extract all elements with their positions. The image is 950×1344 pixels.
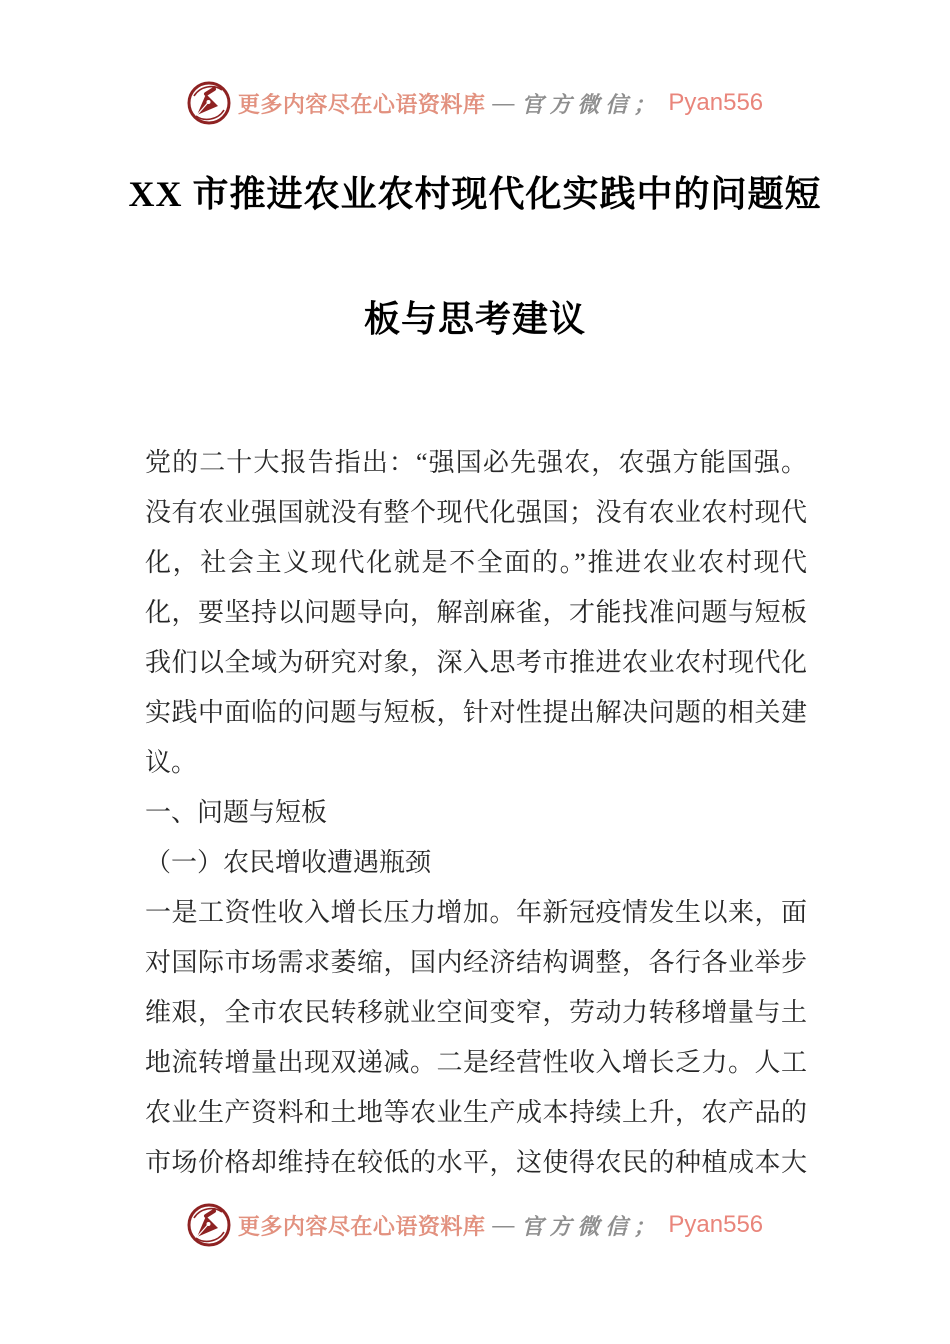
document-line: 没有农业强国就没有整个现代化强国；没有农业农村现代 [145, 498, 807, 527]
document-line: 地流转增量出现双递减。二是经营性收入增长乏力。人工 [145, 1048, 807, 1077]
wechat-label: 官方微信； [521, 91, 662, 117]
section-heading: 一、问题与短板 [145, 798, 328, 827]
document-line: 议。 [145, 748, 198, 777]
wechat-id: Pyan556 [668, 89, 764, 116]
document-title-line1: XX 市推进农业农村现代化实践中的问题短 [128, 174, 822, 214]
document-line: 党的二十大报告指出：“强国必先强农，农强方能国强。 [145, 448, 807, 477]
document-line: 化，社会主义现代化就是不全面的。”推进农业农村现代 [145, 548, 807, 577]
dash-separator: — [492, 1212, 515, 1237]
subsection-heading: （一）农民增收遭遇瓶颈 [145, 848, 432, 877]
brand-text: 更多内容尽在心语资料库 [237, 1213, 486, 1239]
document-line: 一是工资性收入增长压力增加。年新冠疫情发生以来，面 [145, 898, 807, 927]
document-line: 维艰，全市农民转移就业空间变窄，劳动力转移增量与土 [145, 998, 807, 1027]
document-line: 化，要坚持以问题导向，解剖麻雀，才能找准问题与短板 [145, 598, 807, 627]
brand-text: 更多内容尽在心语资料库 [237, 91, 486, 117]
wechat-id: Pyan556 [668, 1211, 764, 1238]
document-title-line2: 板与思考建议 [363, 299, 586, 339]
document-line: 市场价格却维持在较低的水平，这使得农民的种植成本大 [145, 1148, 807, 1177]
pen-nib-logo-icon [187, 1203, 231, 1247]
document-body [145, 438, 807, 1188]
document-line: 我们以全域为研究对象，深入思考市推进农业农村现代化 [145, 648, 807, 677]
document-line: 农业生产资料和土地等农业生产成本持续上升，农产品的 [145, 1098, 807, 1127]
pen-nib-logo-icon [187, 81, 231, 125]
document-line: 对国际市场需求萎缩，国内经济结构调整，各行各业举步 [145, 948, 807, 977]
document-line: 实践中面临的问题与短板，针对性提出解决问题的相关建 [145, 698, 807, 727]
dash-separator: — [492, 90, 515, 115]
header-watermark [0, 78, 950, 128]
footer-watermark [0, 1200, 950, 1250]
wechat-label: 官方微信； [521, 1213, 662, 1239]
